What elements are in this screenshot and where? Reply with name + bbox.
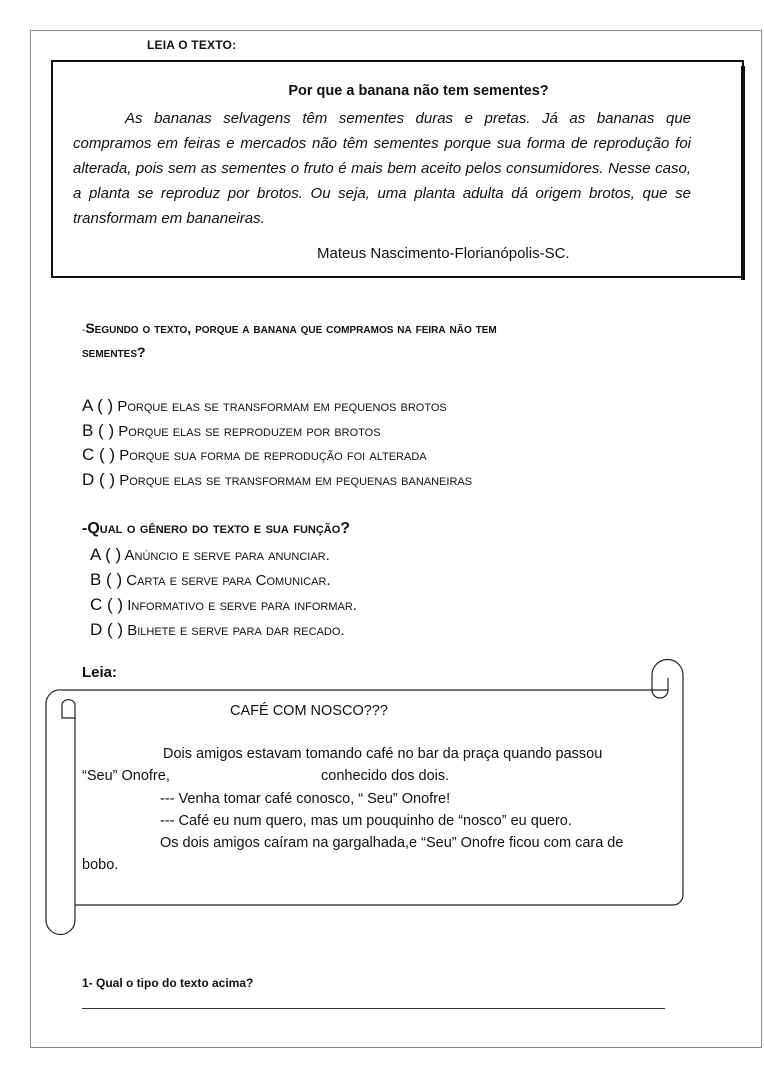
option-text: Porque elas se reproduzem por brotos (118, 423, 381, 440)
option-letter: D ( ) (82, 470, 116, 489)
scroll-line-2b: conhecido dos dois. (321, 768, 450, 784)
scroll-title: CAFÉ COM NOSCO??? (230, 703, 388, 719)
question-3: 1- Qual o tipo do texto acima? (82, 976, 254, 990)
text-title: Por que a banana não tem sementes? (288, 83, 549, 99)
read-label: Leia: (82, 664, 118, 681)
question-1-line1: Segundo o texto, porque a banana que compramos na feira não tem (85, 320, 497, 336)
scroll-line-1: Dois amigos estavam tomando café no bar da praça quando passou (163, 746, 603, 762)
option-text: Porque sua forma de reprodução foi alterada (119, 447, 427, 464)
option-text: Anúncio e serve para anunciar. (124, 547, 330, 564)
question-1-line2: sementes? (82, 344, 146, 360)
option-letter: D ( ) (90, 620, 124, 639)
option-text: Bilhete e serve para dar recado. (127, 622, 345, 639)
scroll-line-5: Os dois amigos caíram na gargalhada,e “Seu” Onofre ficou com cara de (160, 835, 624, 851)
option-text: Carta e serve para Comunicar. (126, 572, 331, 589)
scroll-line-2a: “Seu” Onofre, (82, 768, 170, 784)
option-letter: C ( ) (82, 445, 116, 464)
answer-line[interactable] (82, 1008, 665, 1009)
scroll-line-3: --- Venha tomar café conosco, “ Seu” Onofre! (160, 791, 451, 807)
option-letter: A ( ) (90, 545, 122, 564)
scroll-line-6: bobo. (82, 857, 119, 873)
option-text: Porque elas se transformam em pequenos brotos (117, 398, 447, 415)
option-letter: B ( ) (90, 570, 123, 589)
option-letter: A ( ) (82, 396, 114, 415)
text-author: Mateus Nascimento-Florianópolis-SC. (317, 245, 570, 262)
option-text: Porque elas se transformam em pequenas bananeiras (119, 472, 473, 489)
question-1-prefix: - (82, 325, 86, 336)
option-letter: C ( ) (90, 595, 124, 614)
scroll-line-4: --- Café eu num quero, mas um pouquinho de “nosco” eu quero. (160, 813, 572, 829)
read-instruction: LEIA O TEXTO: (147, 38, 237, 52)
option-text: Informativo e serve para informar. (127, 597, 357, 614)
option-letter: B ( ) (82, 421, 115, 440)
question-2: -Qual o gênero do texto e sua função? (82, 520, 351, 537)
text-paragraph: As bananas selvagens têm sementes duras e pretas. Já as bananas que compramos em feiras e mercados não têm sementes porque sua forma de reprodução foi alterada, pois sem as sementes o fruto é mais bem aceito pelos consumidores. Nesse caso, a planta se reproduz por brotos. Ou seja, uma planta adulta dá origem brotos, que se transformam em bananeiras. (73, 110, 691, 227)
